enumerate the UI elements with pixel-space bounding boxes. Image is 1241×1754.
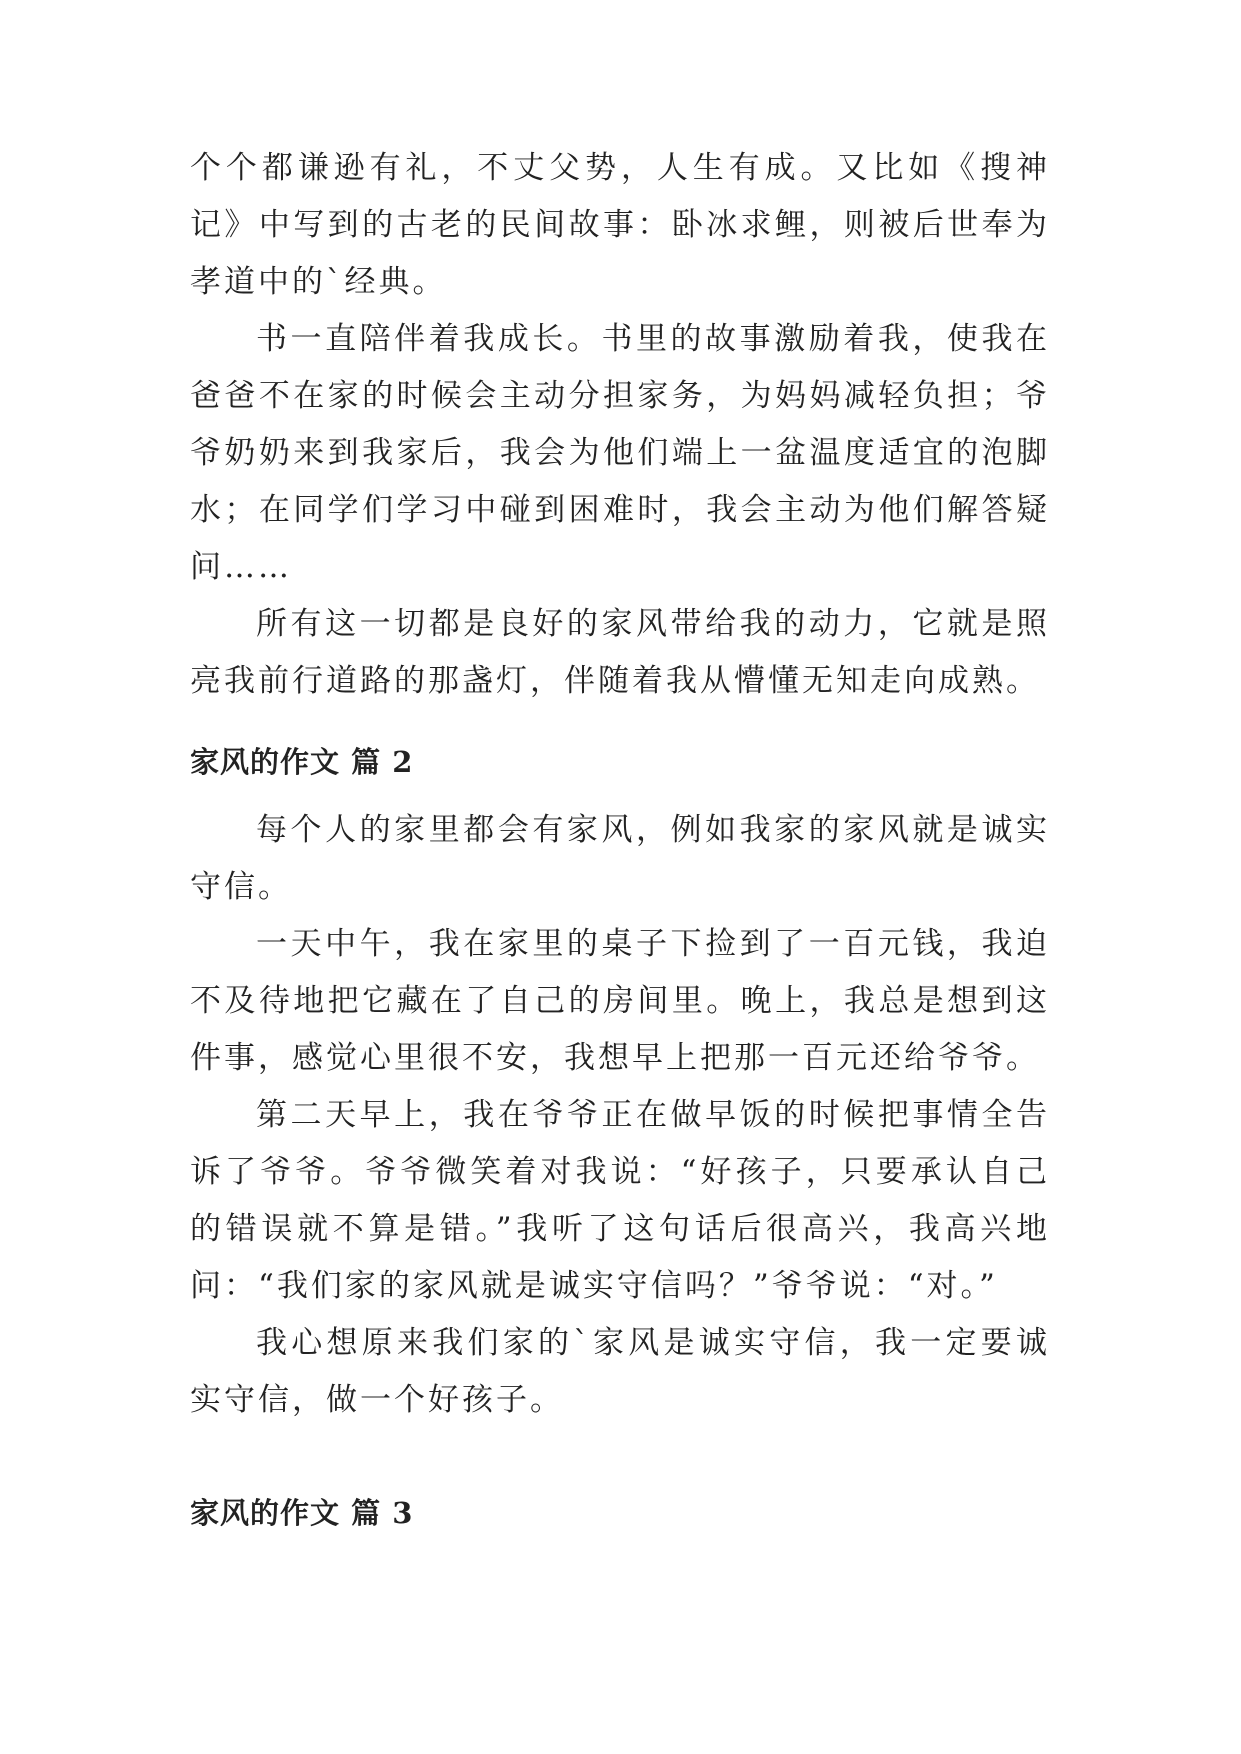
paragraph: 所有这一切都是良好的家风带给我的动力，它就是照亮我前行道路的那盏灯，伴随着我从懵懂无知走向成熟。 <box>190 606 1050 699</box>
essay-2-heading: 家风的作文 篇 2 <box>190 745 414 779</box>
paragraph: 我心想原来我们家的`家风是诚实守信，我一定要诚实守信，做一个好孩子。 <box>190 1325 1050 1418</box>
paragraph: 一天中午，我在家里的桌子下捡到了一百元钱，我迫不及待地把它藏在了自己的房间里。晚上，我总是想到这件事，感觉心里很不安，我想早上把那一百元还给爷爷。 <box>190 926 1050 1076</box>
essay-1-body <box>190 140 1050 710</box>
paragraph: 第二天早上，我在爷爷正在做早饭的时候把事情全告诉了爷爷。爷爷微笑着对我说：“好孩子，只要承认自己的错误就不算是错。”我听了这句话后很高兴，我高兴地问：“我们家的家风就是诚实守信吗？”爷爷说：“对。” <box>190 1097 1050 1304</box>
paragraph: 书一直陪伴着我成长。书里的故事激励着我，使我在爸爸不在家的时候会主动分担家务，为妈妈减轻负担；爷爷奶奶来到我家后，我会为他们端上一盆温度适宜的泡脚水；在同学们学习中碰到困难时，我会主动为他们解答疑问…… <box>190 321 1050 585</box>
paragraph: 个个都谦逊有礼，不丈父势，人生有成。又比如《搜神记》中写到的古老的民间故事：卧冰求鲤，则被后世奉为孝道中的`经典。 <box>190 150 1050 300</box>
essay-2-body <box>190 802 1050 1429</box>
paragraph: 每个人的家里都会有家风，例如我家的家风就是诚实守信。 <box>190 812 1050 905</box>
essay-3-heading: 家风的作文 篇 3 <box>190 1496 414 1530</box>
